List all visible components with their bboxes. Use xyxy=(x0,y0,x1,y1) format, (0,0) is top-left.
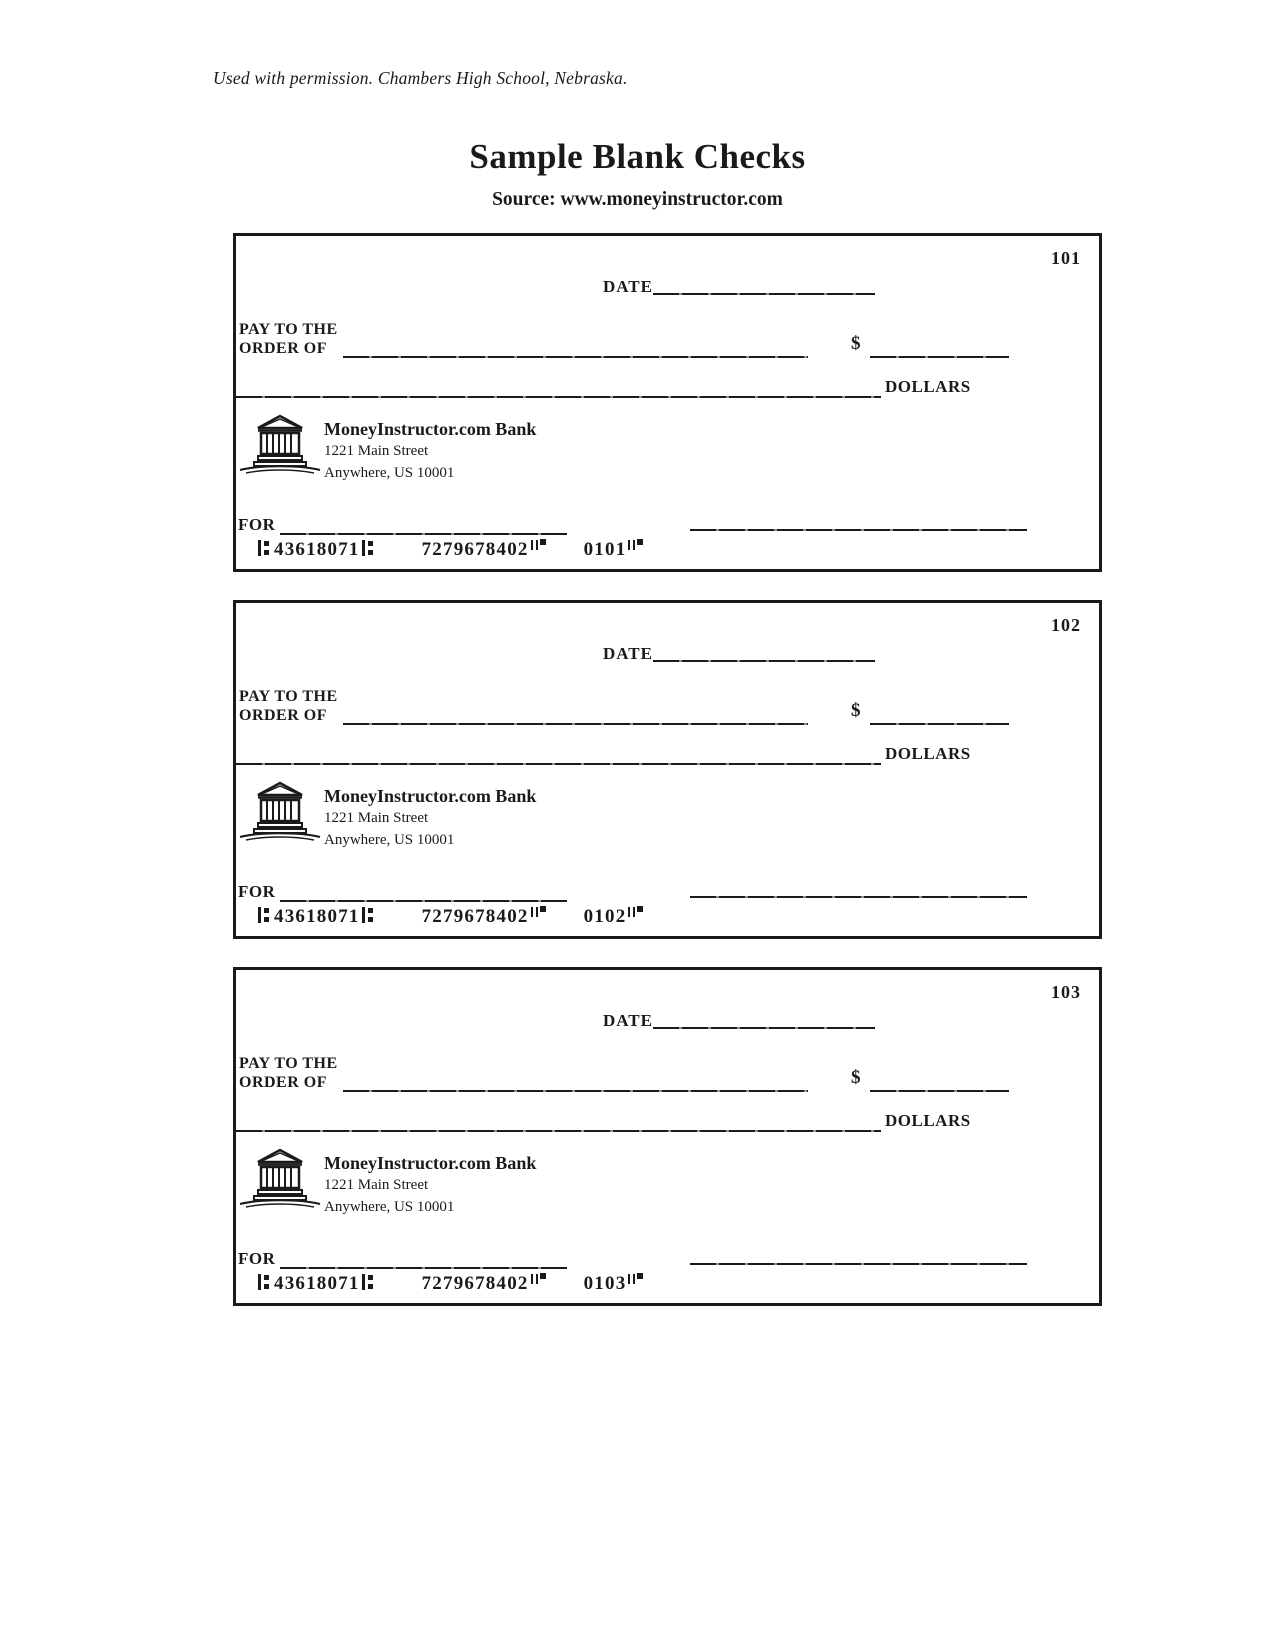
blank-check-102 xyxy=(233,600,1102,939)
order-of-label: ORDER OF xyxy=(239,1074,327,1091)
pay-to-the-label: PAY TO THE xyxy=(239,688,338,705)
pay-to-the-label: PAY TO THE xyxy=(239,1055,338,1072)
bank-text xyxy=(324,412,536,484)
dollars-label: DOLLARS xyxy=(885,377,971,396)
dollar-sign: $ xyxy=(851,333,861,354)
micr-check-number: 0101 xyxy=(583,539,627,560)
amount-blank-line xyxy=(870,356,1009,358)
micr-transit-icon xyxy=(258,1274,271,1292)
permission-note: Used with permission. Chambers High School, Nebraska. xyxy=(213,68,628,88)
bank-address-line2: Anywhere, US 10001 xyxy=(324,465,455,481)
bank-address-line1: 1221 Main Street xyxy=(324,443,429,459)
for-label: FOR xyxy=(238,515,276,534)
amount-blank-line xyxy=(870,1090,1009,1092)
micr-on-us-icon xyxy=(628,906,643,918)
dollar-sign: $ xyxy=(851,700,861,721)
date-row xyxy=(603,644,875,664)
amount-blank-line xyxy=(870,723,1009,725)
bank-text xyxy=(324,1146,536,1218)
dollar-sign: $ xyxy=(851,1067,861,1088)
bank-block xyxy=(238,779,536,851)
micr-line xyxy=(256,1272,643,1295)
bank-text xyxy=(324,779,536,851)
bank-name: MoneyInstructor.com Bank xyxy=(324,786,537,806)
micr-line xyxy=(256,905,643,928)
bank-address-line1: 1221 Main Street xyxy=(324,1177,429,1193)
micr-routing-number: 43618071 xyxy=(274,906,360,927)
bank-block xyxy=(238,412,536,484)
written-amount-blank-line xyxy=(236,396,881,398)
bank-address-line1: 1221 Main Street xyxy=(324,810,429,826)
blank-check-101 xyxy=(233,233,1102,572)
bank-name: MoneyInstructor.com Bank xyxy=(324,419,537,439)
date-label: DATE xyxy=(603,644,653,663)
order-of-label: ORDER OF xyxy=(239,340,327,357)
date-blank-line xyxy=(653,293,875,295)
micr-transit-icon xyxy=(362,1274,375,1292)
micr-on-us-icon xyxy=(628,1273,643,1285)
micr-account-number: 7279678402 xyxy=(421,1273,529,1294)
written-amount-blank-line xyxy=(236,1130,881,1132)
micr-on-us-icon xyxy=(531,1273,546,1285)
bank-block xyxy=(238,1146,536,1218)
micr-on-us-icon xyxy=(531,906,546,918)
pay-to-the-label: PAY TO THE xyxy=(239,321,338,338)
memo-blank-line xyxy=(280,900,567,902)
bank-address-line2: Anywhere, US 10001 xyxy=(324,1199,455,1215)
micr-check-number: 0103 xyxy=(583,1273,627,1294)
order-of-label: ORDER OF xyxy=(239,707,327,724)
payee-blank-line xyxy=(343,356,808,358)
dollars-label: DOLLARS xyxy=(885,1111,971,1130)
date-blank-line xyxy=(653,660,875,662)
signature-blank-line xyxy=(690,529,1027,531)
bank-name: MoneyInstructor.com Bank xyxy=(324,1153,537,1173)
date-blank-line xyxy=(653,1027,875,1029)
micr-on-us-icon xyxy=(628,539,643,551)
signature-blank-line xyxy=(690,1263,1027,1265)
page-title: Sample Blank Checks xyxy=(469,137,806,176)
payee-blank-line xyxy=(343,1090,808,1092)
bank-building-icon xyxy=(238,779,322,843)
micr-account-number: 7279678402 xyxy=(421,906,529,927)
signature-blank-line xyxy=(690,896,1027,898)
micr-transit-icon xyxy=(362,540,375,558)
bank-address-line2: Anywhere, US 10001 xyxy=(324,832,455,848)
blank-check-103 xyxy=(233,967,1102,1306)
dollars-label: DOLLARS xyxy=(885,744,971,763)
micr-transit-icon xyxy=(362,907,375,925)
date-row xyxy=(603,277,875,297)
source-line: Source: www.moneyinstructor.com xyxy=(492,189,783,210)
date-row xyxy=(603,1011,875,1031)
written-amount-blank-line xyxy=(236,763,881,765)
date-label: DATE xyxy=(603,1011,653,1030)
memo-blank-line xyxy=(280,533,567,535)
memo-blank-line xyxy=(280,1267,567,1269)
date-label: DATE xyxy=(603,277,653,296)
micr-check-number: 0102 xyxy=(583,906,627,927)
bank-building-icon xyxy=(238,412,322,476)
micr-transit-icon xyxy=(258,907,271,925)
check-number: 102 xyxy=(1051,615,1081,635)
for-label: FOR xyxy=(238,882,276,901)
micr-account-number: 7279678402 xyxy=(421,539,529,560)
bank-building-icon xyxy=(238,1146,322,1210)
check-number: 103 xyxy=(1051,982,1081,1002)
micr-line xyxy=(256,538,643,561)
micr-transit-icon xyxy=(258,540,271,558)
micr-routing-number: 43618071 xyxy=(274,539,360,560)
payee-blank-line xyxy=(343,723,808,725)
micr-on-us-icon xyxy=(531,539,546,551)
for-label: FOR xyxy=(238,1249,276,1268)
micr-routing-number: 43618071 xyxy=(274,1273,360,1294)
check-number: 101 xyxy=(1051,248,1081,268)
